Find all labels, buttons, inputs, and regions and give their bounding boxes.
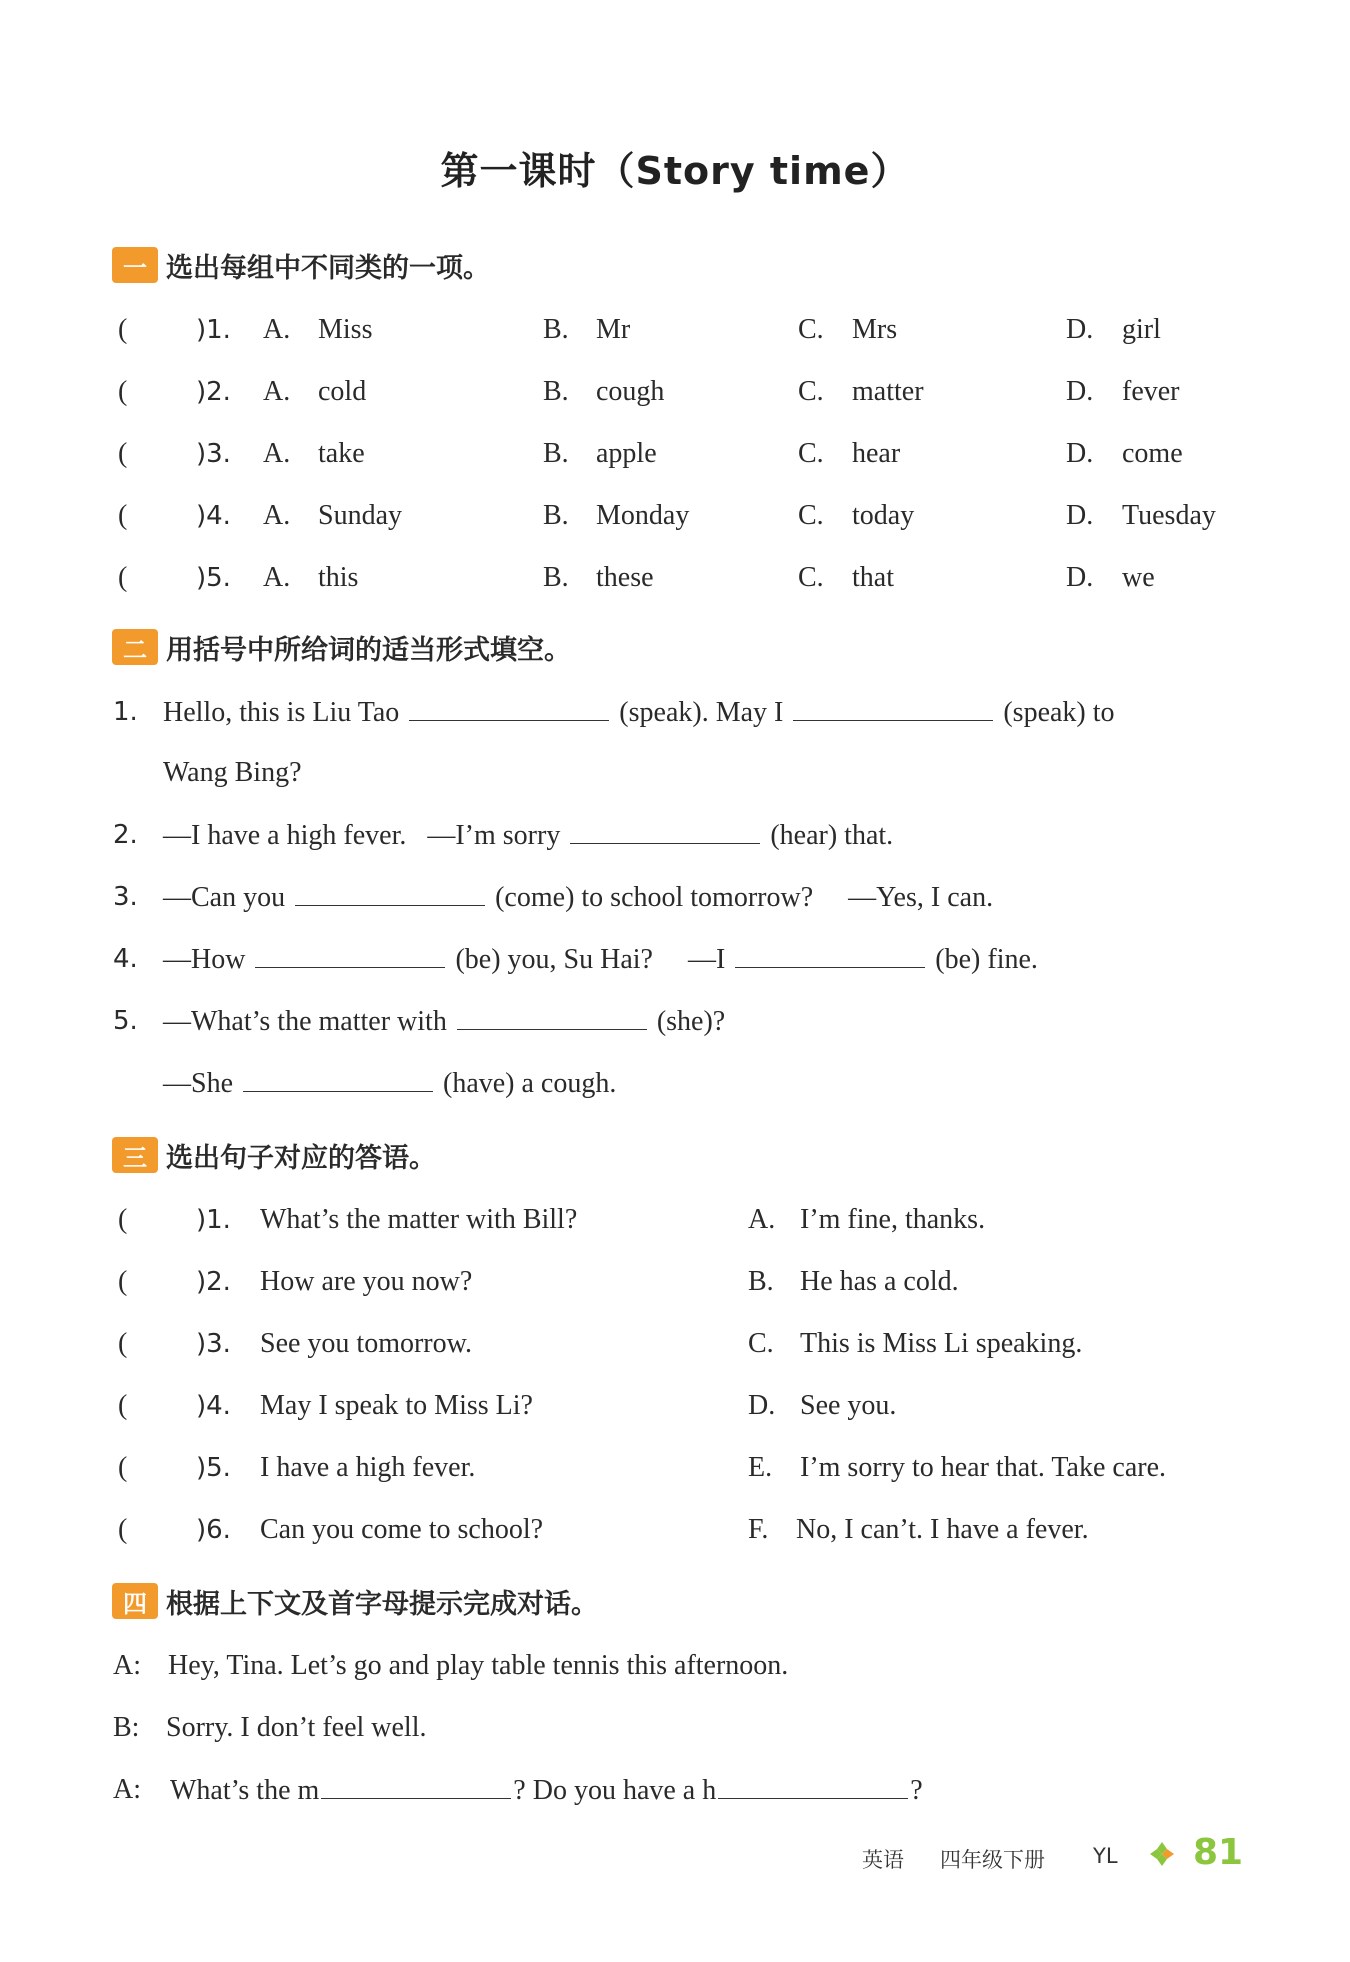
option-text: come [1122,438,1183,469]
answer-blank[interactable] [735,939,925,968]
option-text: Monday [596,500,690,531]
text-segment: (have) a cough. [443,1068,617,1099]
text-segment: —I [687,944,726,975]
choice-row [0,310,1350,350]
question-text: Can you come to school? [260,1514,544,1545]
section-title: 用括号中所给词的适当形式填空。 [166,634,571,666]
question-number: )5. [196,1453,231,1483]
option-text: that [852,562,894,593]
option-text: See you. [800,1390,897,1421]
text-segment: —Yes, I can. [848,882,994,913]
question-number: )3. [196,439,231,469]
answer-blank[interactable] [321,1770,511,1799]
question-number: )5. [196,563,231,593]
match-row [0,1200,1350,1240]
match-row [0,1510,1350,1550]
option-label: D. [1066,500,1094,531]
section-1-heading [112,245,490,285]
option-label: A. [263,376,291,407]
dialogue-text [170,1770,923,1811]
answer-blank[interactable] [409,692,609,721]
text-segment: —What’s the matter with [163,1006,447,1037]
answer-paren[interactable]: ( [118,1452,128,1483]
option-label: B. [543,314,569,345]
option-label: D. [748,1390,776,1421]
answer-paren[interactable]: ( [118,1514,128,1545]
option-text: these [596,562,654,593]
text-segment: —I have a high fever. [163,820,407,851]
question-text [163,692,1115,733]
answer-paren[interactable]: ( [118,1328,128,1359]
match-row [0,1386,1350,1426]
fill-question-5 [0,1001,1350,1041]
match-row [0,1448,1350,1488]
section-badge: 三 [112,1137,158,1173]
option-text: we [1122,562,1155,593]
question-number: )1. [196,315,231,345]
section-badge: 一 [112,247,158,283]
fill-question-3 [0,877,1350,917]
option-label: D. [1066,376,1094,407]
match-row [0,1262,1350,1302]
answer-blank[interactable] [457,1001,647,1030]
section-title: 选出句子对应的答语。 [166,1142,436,1174]
answer-blank[interactable] [255,939,445,968]
option-label: D. [1066,438,1094,469]
option-label: B. [748,1266,774,1297]
section-2-heading [112,627,571,667]
option-text: fever [1122,376,1180,407]
question-text [163,815,893,856]
question-text: How are you now? [260,1266,473,1297]
option-label: C. [798,562,824,593]
question-number: )2. [196,377,231,407]
option-label: D. [1066,314,1094,345]
fill-question-2 [0,815,1350,855]
text-segment: ? Do you have a h [513,1775,717,1806]
option-label: C. [798,438,824,469]
option-label: F. [748,1514,769,1545]
option-text: This is Miss Li speaking. [800,1328,1083,1359]
option-label: D. [1066,562,1094,593]
text-segment: (hear) that. [770,820,894,851]
option-label: E. [748,1452,773,1483]
option-label: A. [263,500,291,531]
option-label: B. [543,376,569,407]
answer-paren[interactable]: ( [118,314,128,345]
speaker-label: B: [113,1712,140,1743]
text-segment: —She [163,1068,233,1099]
question-number: )2. [196,1267,231,1297]
option-text: Mr [596,314,631,345]
text-segment: —How [163,944,246,975]
question-number: )6. [196,1515,231,1545]
option-text: matter [852,376,924,407]
page-number: 81 [1193,1832,1244,1873]
text-segment: What’s the m [170,1775,320,1806]
choice-row [0,558,1350,598]
text-segment: (be) fine. [935,944,1038,975]
footer-edition: YL [1093,1844,1118,1868]
text-segment: —I’m sorry [427,820,561,851]
fill-question-1-cont [0,753,1350,793]
answer-paren[interactable]: ( [118,438,128,469]
option-text: I’m fine, thanks. [800,1204,986,1235]
question-text: Wang Bing? [163,757,302,788]
option-text: Tuesday [1122,500,1216,531]
question-number: )4. [196,1391,231,1421]
question-text: See you tomorrow. [260,1328,473,1359]
option-label: A. [263,314,291,345]
question-text: I have a high fever. [260,1452,476,1483]
option-label: B. [543,500,569,531]
option-text: cough [596,376,665,407]
answer-blank[interactable] [295,877,485,906]
option-text: this [318,562,359,593]
answer-paren[interactable]: ( [118,1390,128,1421]
option-text: take [318,438,365,469]
choice-row [0,496,1350,536]
option-text: No, I can’t. I have a fever. [796,1514,1089,1545]
page-footer [0,1830,1350,1880]
answer-blank[interactable] [243,1063,433,1092]
question-text [163,939,1038,980]
answer-blank[interactable] [570,815,760,844]
text-segment: (speak) to [1003,697,1115,728]
answer-paren[interactable]: ( [118,562,128,593]
text-segment: ? [910,1775,923,1806]
answer-blank[interactable] [718,1770,908,1799]
option-text: I’m sorry to hear that. Take care. [800,1452,1167,1483]
choice-row [0,434,1350,474]
text-segment: (come) to school tomorrow? [495,882,814,913]
section-title: 选出每组中不同类的一项。 [166,252,490,284]
option-text: Sunday [318,500,402,531]
section-title: 根据上下文及首字母提示完成对话。 [166,1588,598,1620]
option-label: C. [798,376,824,407]
footer-subject: 英语 [862,1848,904,1872]
question-number: )4. [196,501,231,531]
speaker-label: A: [113,1650,141,1681]
option-text: apple [596,438,657,469]
question-text [163,1063,616,1104]
answer-paren[interactable]: ( [118,1204,128,1235]
option-label: C. [798,314,824,345]
question-number: )1. [196,1205,231,1235]
text-segment: (speak). May I [619,697,784,728]
fill-question-1 [0,692,1350,732]
text-segment: Hello, this is Liu Tao [163,697,400,728]
option-label: B. [543,562,569,593]
question-text: What’s the matter with Bill? [260,1204,578,1235]
question-number: 4. [113,944,138,974]
option-text: girl [1122,314,1161,345]
section-badge: 四 [112,1583,158,1619]
option-label: A. [748,1204,776,1235]
option-text: Mrs [852,314,898,345]
option-text: Miss [318,314,373,345]
footer-grade: 四年级下册 [940,1848,1045,1872]
question-number: 1. [113,697,138,727]
option-text: He has a cold. [800,1266,959,1297]
answer-paren[interactable]: ( [118,500,128,531]
question-text [163,877,993,918]
dialogue-line [0,1708,1350,1748]
option-label: B. [543,438,569,469]
fill-question-5-cont [0,1063,1350,1103]
dialogue-line [0,1646,1350,1686]
question-text: May I speak to Miss Li? [260,1390,533,1421]
option-label: A. [263,438,291,469]
option-label: C. [748,1328,774,1359]
section-4-heading [112,1581,598,1621]
answer-blank[interactable] [793,692,993,721]
section-3-heading [112,1135,436,1175]
option-text: cold [318,376,367,407]
option-label: C. [798,500,824,531]
option-label: A. [263,562,291,593]
option-text: today [852,500,915,531]
page-title: 第一课时（Story time） [440,149,910,193]
text-segment: (she)? [656,1006,726,1037]
question-number: 3. [113,882,138,912]
section-badge: 二 [112,629,158,665]
answer-paren[interactable]: ( [118,376,128,407]
answer-paren[interactable]: ( [118,1266,128,1297]
dialogue-text: Sorry. I don’t feel well. [166,1712,427,1743]
dialogue-line [0,1770,1350,1810]
text-segment: —Can you [163,882,286,913]
question-text [163,1001,725,1042]
option-text: hear [852,438,901,469]
question-number: 2. [113,820,138,850]
text-segment: (be) you, Su Hai? [455,944,653,975]
choice-row [0,372,1350,412]
match-row [0,1324,1350,1364]
question-number: )3. [196,1329,231,1359]
dialogue-text: Hey, Tina. Let’s go and play table tennis this afternoon. [168,1650,789,1681]
question-number: 5. [113,1006,138,1036]
speaker-label: A: [113,1774,141,1805]
fill-question-4 [0,939,1350,979]
clover-icon [1148,1840,1176,1873]
